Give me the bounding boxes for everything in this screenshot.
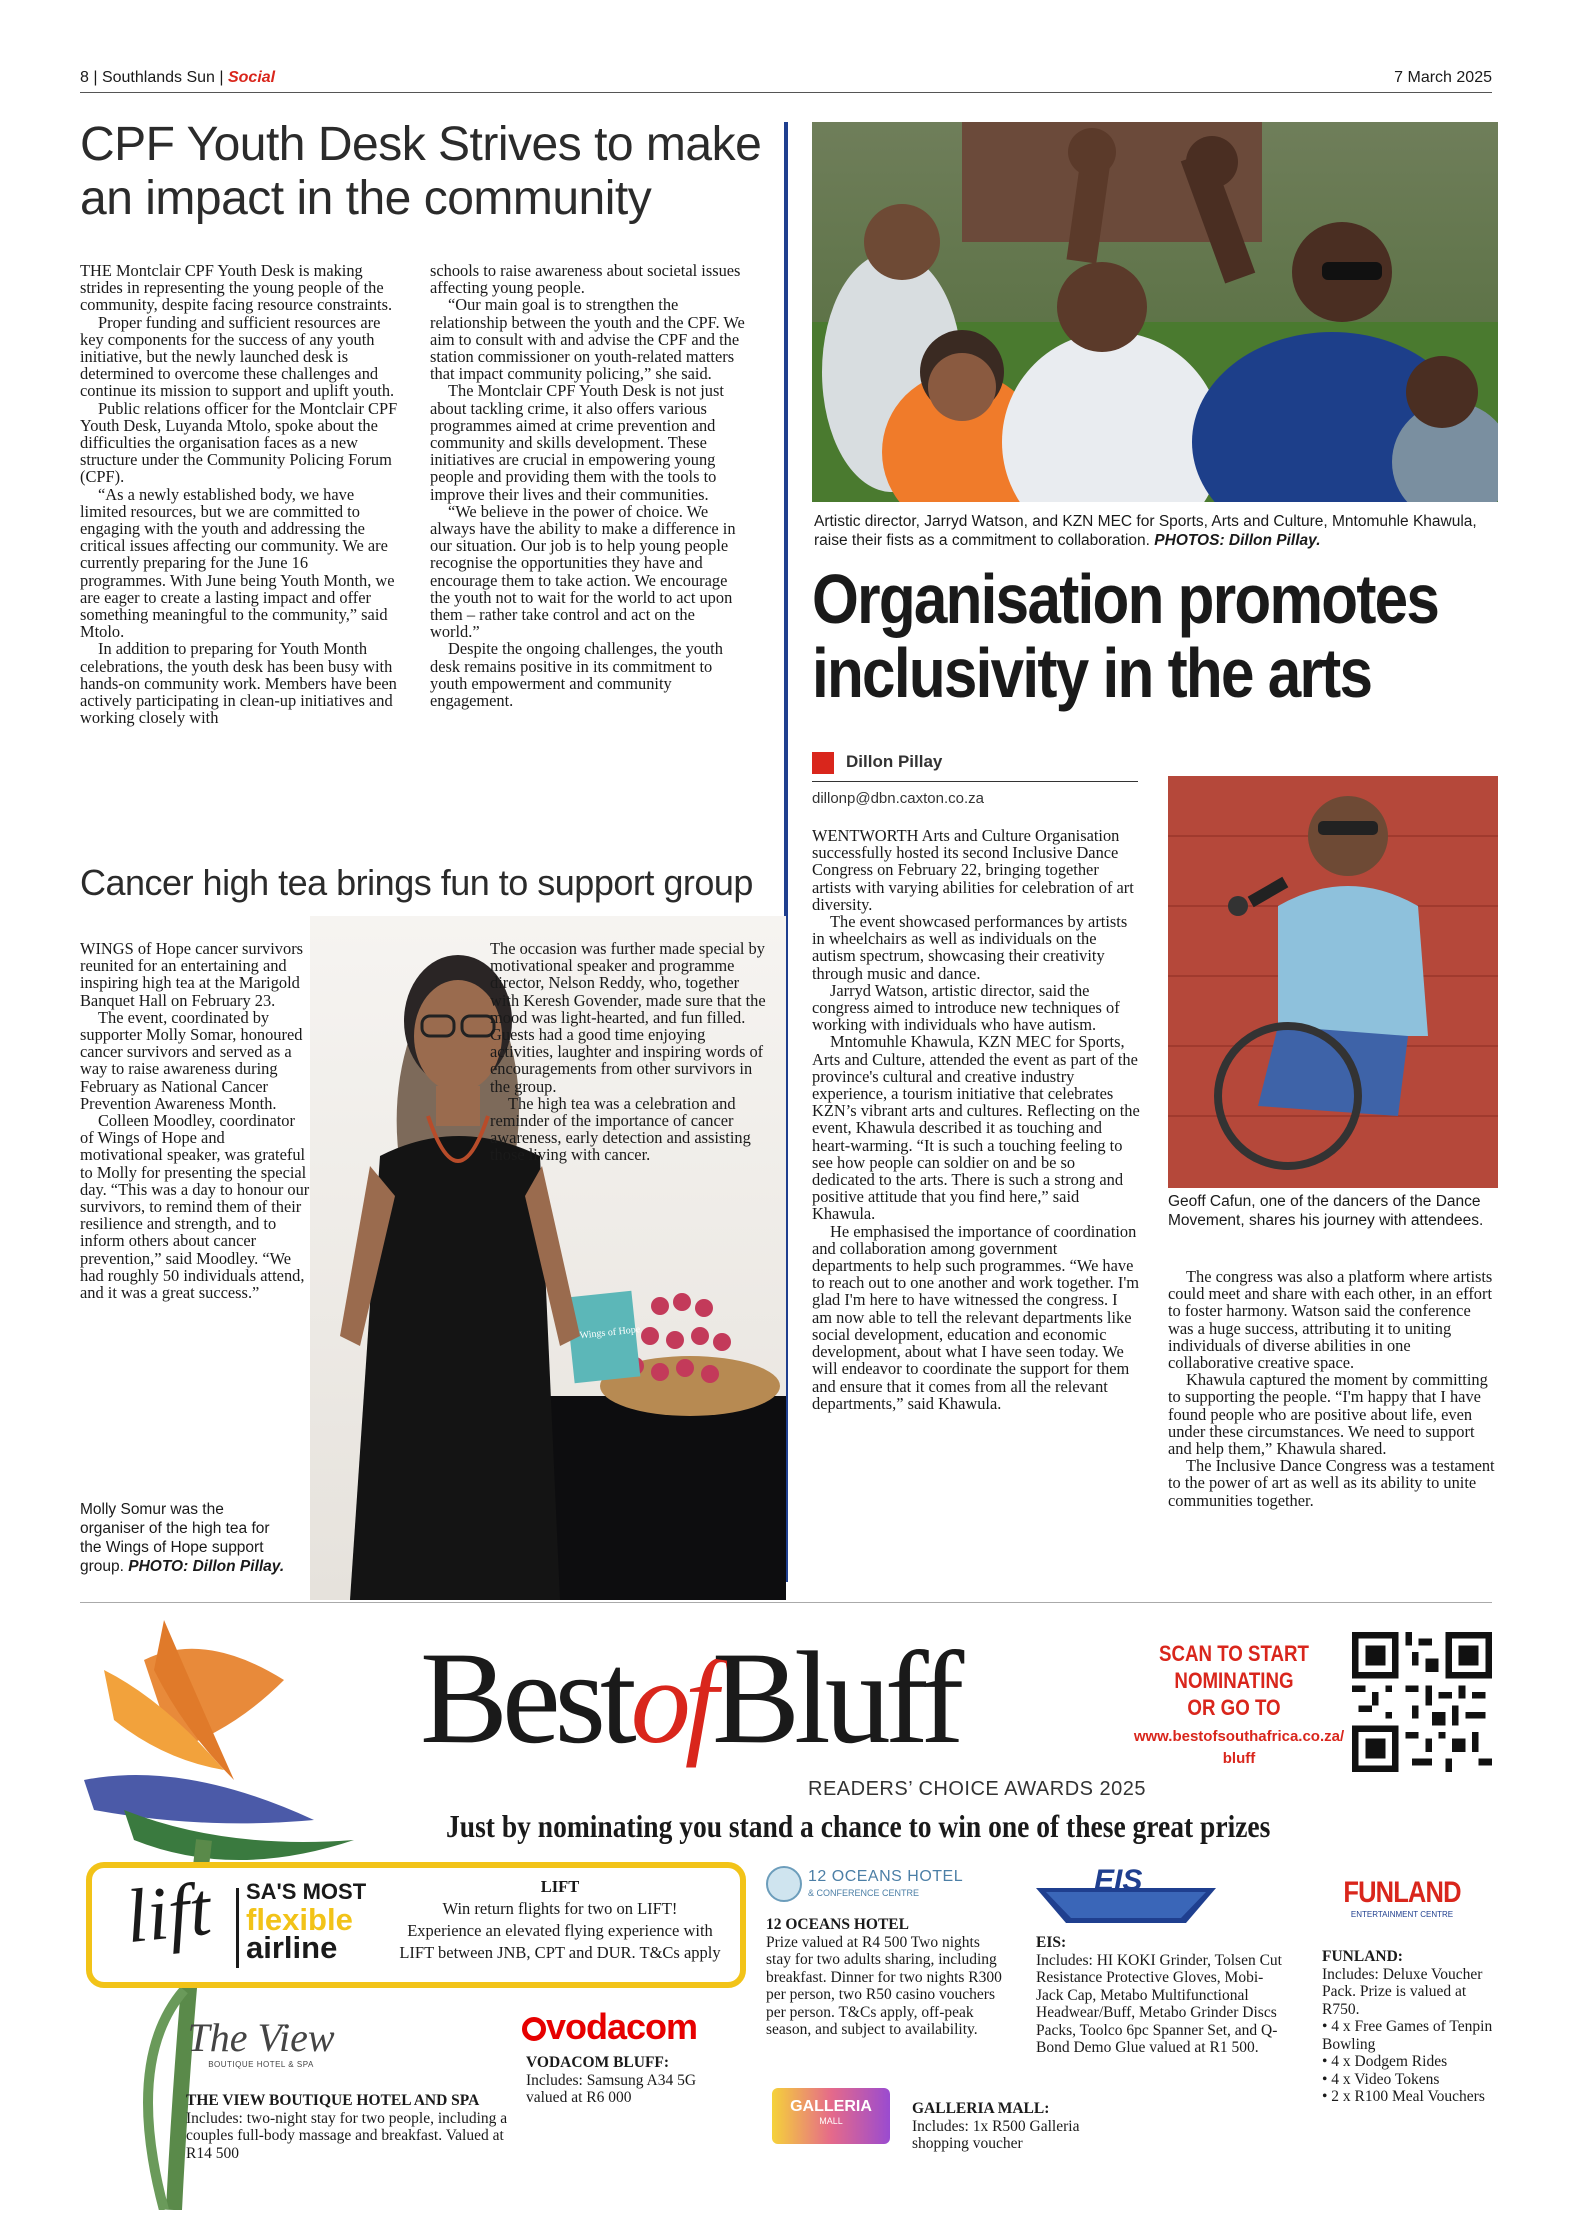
dancer-caption: Geoff Cafun, one of the dancers of the Dance Movement, shares his journey with attendees. — [1168, 1193, 1484, 1229]
vodacom-logo — [522, 2006, 697, 2048]
galleria-prize — [912, 2100, 1112, 2153]
oceans-logo-name: 12 OCEANS HOTEL — [808, 1868, 964, 1885]
paragraph: The Inclusive Dance Congress was a testament to the power of art as well as its ability to unite communities together. — [1168, 1456, 1495, 1510]
paragraph: Khawula captured the moment by committing to supporting the people. “I'm happy that I have found people who are positive about life, even under these circumstances. We need to support and help them,” Khawula shared. — [1168, 1370, 1488, 1459]
vodacom-text: Includes: Samsung A34 5G valued at R6 000 — [526, 2071, 697, 2106]
paragraph: schools to raise awareness about societal issues affecting young people. — [430, 261, 741, 298]
logo-tagline: READERS’ CHOICE AWARDS 2025 — [808, 1778, 1147, 1800]
story3-headline — [812, 560, 1439, 712]
ad-subhead: Just by nominating you stand a chance to win one of these great prizes — [446, 1808, 1271, 1844]
dancer-photo — [1168, 776, 1498, 1188]
logo-bluff: Bluff — [712, 1624, 959, 1771]
dance-congress-photo-image — [812, 122, 1498, 502]
eis-title: EIS: — [1036, 1934, 1067, 1951]
story3-headline-line2: inclusivity in the arts — [812, 634, 1372, 712]
the-view-prize — [186, 2092, 516, 2162]
lift-prize-text — [380, 1876, 740, 1964]
lift-line3: LIFT between JNB, CPT and DUR. T&Cs apply — [399, 1943, 721, 1962]
story1-headline-line2: an impact in the community — [80, 172, 652, 225]
story1-headline — [80, 118, 780, 226]
funland-logo — [1322, 1876, 1482, 1919]
paragraph: The event, coordinated by supporter Molly Somar, honoured cancer survivors and served as a way to raise awareness during February as National Cancer Prevention Awareness Month. — [80, 1007, 303, 1113]
paragraph: He emphasised the importance of coordination and collaboration among government departments to help such programmes. “We have to reach out to one another and work together. I'm glad I'm here to have witnessed the congress. I am now able to tell the relevant departments like social development, education and economic development, about what I have seen today. We will endeavor to coordinate the support for them and ensure that it comes from all the relevant departments,” said Khawula. — [812, 1221, 1140, 1413]
oceans-logo — [766, 1862, 966, 1908]
funland-item: • 4 x Free Games of Tenpin Bowling — [1322, 2018, 1493, 2053]
oceans-logo-sub: & CONFERENCE CENTRE — [808, 1888, 920, 1898]
caption-text: Molly Somur was the organiser of the high tea for the Wings of Hope support group. — [80, 1501, 270, 1575]
scan-prompt — [1142, 1640, 1326, 1721]
story2-headline: Cancer high tea brings fun to support group — [80, 862, 753, 903]
the-view-logo — [186, 2016, 336, 2069]
lift-slogan-3: airline — [246, 1930, 338, 1965]
the-view-title: THE VIEW BOUTIQUE HOTEL AND SPA — [186, 2092, 480, 2109]
paragraph: Proper funding and sufficient resources are key components for the success of any youth initiative, but the newly launched desk is determined to overcome these challenges and continue its mission to support and uplift youth. — [80, 312, 395, 401]
folio: 8 | Southlands Sun | — [80, 69, 228, 86]
story2-col1 — [80, 940, 310, 1301]
paragraph: Colleen Moodley, coordinator of Wings of Hope and motivational speaker, was grateful to Molly for presenting the special day. “This was a day to honour our survivors, to remind them of their resilience and strength, and to inform others about cancer prevention,” said Moodley. “We had roughly 50 individuals attend, and it was a great success.” — [80, 1111, 310, 1303]
paragraph: “Our main goal is to strengthen the relationship between the youth and the CPF. We aim to consult with and advise the CPF and the station commissioner on youth-related matters that impact community policing,” she said. — [430, 295, 745, 384]
vodacom-title: VODACOM BLUFF: — [526, 2054, 670, 2071]
paragraph: “We believe in the power of choice. We always have the ability to make a difference in our situation. Our job is to help young people recognise the opportunities they have and encourage them to take action. We encourage the youth not to wait for the world to act upon them – rather take control and act on the world.” — [430, 501, 736, 642]
funland-prize — [1322, 1948, 1502, 2106]
galleria-text: Includes: 1x R500 Galleria shopping voucher — [912, 2117, 1080, 2152]
paragraph: Jarryd Watson, artistic director, said the congress aimed to introduce new techniques of working with individuals who have autism. — [812, 980, 1120, 1035]
story1-headline-line1: CPF Youth Desk Strives to make — [80, 118, 762, 171]
url-line1: www.bestofsouthafrica.co.za/ — [1133, 1728, 1345, 1745]
eis-logo-text: EIS — [1094, 1868, 1143, 1897]
nomination-url[interactable] — [1126, 1726, 1352, 1770]
logo-of: of — [630, 1635, 713, 1768]
paragraph: The high tea was a celebration and reminder of the importance of cancer awareness, early detection and assisting those living with cancer. — [490, 1093, 751, 1165]
funland-title: FUNLAND: — [1322, 1948, 1403, 1965]
issue-date: 7 March 2025 — [1394, 69, 1492, 86]
lift-title: LIFT — [540, 1877, 580, 1896]
galleria-logo — [772, 2088, 890, 2144]
funland-text: Includes: Deluxe Voucher Pack. Prize is valued at R750. — [1322, 1965, 1483, 2018]
paragraph: The congress was also a platform where artists could meet and share with each other, in an effort to foster harmony. Watson said the conference was a huge success, attributing it to uniting individuals of diverse abilities in one collaborative creative space. — [1168, 1267, 1493, 1373]
card-text: Wings of Hope — [579, 1324, 641, 1342]
funland-logo-sub: ENTERTAINMENT CENTRE — [1350, 1910, 1454, 1919]
byline-name: Dillon Pillay — [846, 752, 943, 771]
byline-marker — [812, 752, 834, 774]
eis-logo — [1036, 1868, 1216, 1930]
dance-congress-photo — [812, 122, 1498, 502]
the-view-logo-text: The View — [187, 2015, 335, 2060]
paragraph: The event showcased performances by artists in wheelchairs as well as individuals on the autism spectrum, showcasing their creativity through music and dance. — [812, 912, 1128, 983]
section-label: Social — [227, 69, 276, 86]
oceans-title: 12 OCEANS HOTEL — [766, 1916, 909, 1933]
oceans-text: Prize valued at R4 500 Two nights stay for two adults sharing, including breakfast. Dinner for two nights R300 per person, two R50 casino vouchers per person. T&Cs apply, off-peak season, and subject to availability. — [766, 1933, 1002, 2038]
story1-col2 — [430, 262, 748, 709]
paragraph: Public relations officer for the Montclair CPF Youth Desk, Luyanda Mtolo, spoke about the difficulties the organisation faces as a new structure under the Community Policing Forum (CPF). — [80, 398, 398, 487]
dance-congress-caption — [814, 512, 1494, 550]
story3-col1 — [812, 827, 1140, 1412]
story3-headline-line1: Organisation promotes — [812, 560, 1439, 638]
oceans-logo-icon — [766, 1866, 802, 1902]
lift-slogan-1: SA'S MOST — [246, 1879, 367, 1904]
lift-slogan — [246, 1878, 367, 1965]
the-view-text: Includes: two-night stay for two people, including a couples full-body massage and breakfast. Valued at R14 500 — [186, 2109, 508, 2162]
vodacom-logo-text: vodacom — [546, 2006, 698, 2047]
header-rule — [80, 92, 1492, 93]
galleria-logo-sub: MALL — [819, 2116, 843, 2126]
dancer-photo-image — [1168, 776, 1498, 1188]
funland-item: • 4 x Video Tokens — [1322, 2070, 1440, 2088]
eis-text: Includes: HI KOKI Grinder, Tolsen Cut Resistance Protective Gloves, Mobi-Jack Cap, Metabo Multifunctional Headwear/Buff, Metabo Grinder Discs Packs, Toolco 6pc Spanner Set, and Q-Bond Demo Glue valued at R1 500. — [1036, 1951, 1282, 2056]
vodacom-prize — [526, 2054, 726, 2107]
paragraph: In addition to preparing for Youth Month celebrations, the youth desk has been busy with hands-on community work. Members have been actively participating in clean-up initiatives and working closely with — [80, 639, 397, 728]
paragraph: THE Montclair CPF Youth Desk is making strides in representing the young people of the community, despite facing resource constraints. — [80, 261, 393, 315]
qr-code[interactable] — [1352, 1632, 1492, 1772]
story1-col1 — [80, 262, 398, 726]
paragraph: WENTWORTH Arts and Culture Organisation successfully hosted its second Inclusive Dance Congress on February 22, bringing together artists with varying abilities for celebration of art diversity. — [812, 826, 1134, 914]
caption-credit: PHOTOS: Dillon Pillay. — [1154, 532, 1321, 549]
eis-prize — [1036, 1934, 1286, 2057]
scan-line2: NOMINATING — [1174, 1668, 1294, 1693]
funland-item: • 2 x R100 Meal Vouchers — [1322, 2088, 1485, 2105]
high-tea-caption — [80, 1500, 290, 1576]
lift-line2: Experience an elevated flying experience with — [407, 1921, 713, 1940]
story3-col2 — [1168, 1268, 1498, 1509]
scan-line3: OR GO TO — [1187, 1695, 1281, 1720]
page-header — [80, 69, 1492, 91]
byline-rule — [812, 781, 1138, 782]
url-line2: bluff — [1222, 1750, 1256, 1767]
paragraph: The Montclair CPF Youth Desk is not just about tackling crime, it also offers various programmes aimed at crime prevention and community and skills development. These initiatives are crucial in empowering young people and providing them with the tools to improve their lives and their communities. — [430, 381, 724, 504]
funland-logo-text: FUNLAND — [1343, 1876, 1461, 1909]
story2-col2 — [490, 940, 770, 1164]
paragraph: The occasion was further made special by motivational speaker and programme director, Nelson Reddy, who, together with Keresh Govender, made sure that the mood was light-hearted, and fun filled. Guests had a good time enjoying activities, laughter and inspiring words of encouragements from other survivors in the group. — [490, 939, 766, 1096]
byline-email: dillonp@dbn.caxton.co.za — [812, 790, 985, 807]
ad-top-rule — [80, 1602, 1492, 1603]
logo-best: Best — [420, 1624, 631, 1771]
scan-line1: SCAN TO START — [1159, 1641, 1309, 1666]
galleria-logo-text: GALLERIA — [790, 2098, 872, 2115]
lift-line1: Win return flights for two on LIFT! — [442, 1899, 678, 1918]
oceans-prize — [766, 1916, 1006, 2039]
caption-text: Artistic director, Jarryd Watson, and KZN MEC for Sports, Arts and Culture, Mntomuhle Khawula, raise their fists as a commitment to collaboration. — [814, 513, 1477, 549]
caption-credit: PHOTO: Dillon Pillay. — [128, 1558, 285, 1575]
galleria-title: GALLERIA MALL: — [912, 2100, 1050, 2117]
lift-slogan-2: flexible — [246, 1902, 353, 1937]
lift-logo-divider — [236, 1888, 239, 1968]
vodacom-speech-mark-icon — [522, 2017, 546, 2041]
paragraph: Mntomuhle Khawula, KZN MEC for Sports, Arts and Culture, attended the event as part of the province's cultural and creative industry experience, a tourism initiative that celebrates KZN’s vibrant arts and cultures. Reflecting on the event, Khawula described it as touching and heart-warming. “It is such a touching feeling to see how people can soldier on and be so dedicated to the arts. There is such a strong and positive attitude that you find here,” said Khawula. — [812, 1032, 1140, 1224]
lift-logo: lift — [121, 1866, 215, 1960]
funland-item: • 4 x Dodgem Rides — [1322, 2053, 1448, 2070]
the-view-logo-sub: BOUTIQUE HOTEL & SPA — [208, 2060, 314, 2069]
paragraph: Despite the ongoing challenges, the youth desk remains positive in its commitment to youth empowerment and community engagement. — [430, 639, 723, 711]
best-of-bluff-logo — [420, 1624, 1140, 1771]
paragraph: WINGS of Hope cancer survivors reunited for an entertaining and inspiring high tea at the Marigold Banquet Hall on February 23. — [80, 939, 304, 1010]
paragraph: “As a newly established body, we have limited resources, but we are committed to engaging with the youth and addressing the critical issues affecting our community. We are currently preparing for the June 16 programmes. With June being Youth Month, we are eager to create a lasting impact and offer something meaningful to the community,” said Mtolo. — [80, 484, 395, 642]
